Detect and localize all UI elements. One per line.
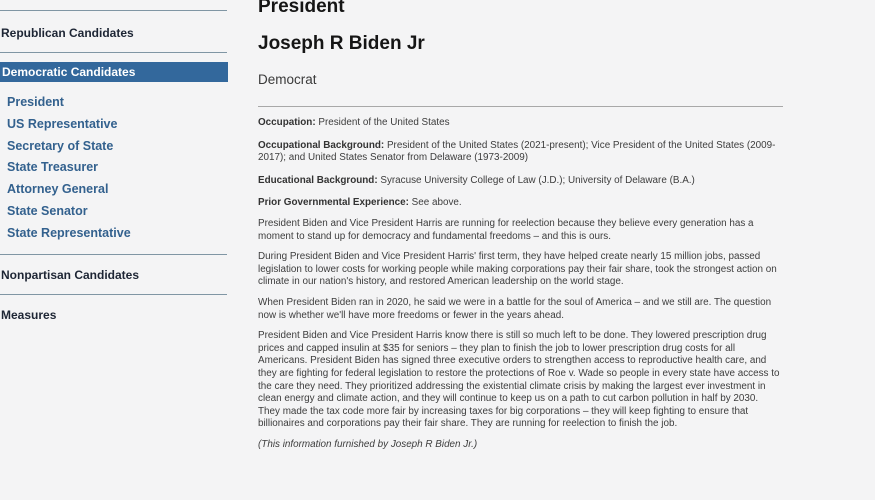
- statement-paragraph: President Biden and Vice President Harris are running for reelection because they believe every generation has a moment to stand up for democracy and fundamental freedoms – and this is ours.: [258, 217, 754, 242]
- sidebar-item-state-treasurer[interactable]: State Treasurer: [7, 160, 99, 175]
- statement-paragraph: President Biden and Vice President Harris know there is still so much left to be done. They lowered prescription drug prices and capped insulin at $35 for seniors – they plan to finish the job to lower prescription drug costs for all Americans. President Biden has signed three executive orders to strengthen access to reproductive health care, and they are fighting for federal legislation to restore the protections of Roe v. Wade so people in every state have access to the care they need. They prioritized addressing the existential climate crisis by making the largest ever investment in clean energy and climate action, and they will continue to keep us on a path to cut carbon pollution in half by 2030. They made the tax code more fair by increasing taxes for big corporations – they will keep fighting to ensure that billionaires and corporations pay their fair share. They are running for reelection to finish the job.: [258, 330, 780, 430]
- office-title: President: [258, 0, 345, 17]
- democratic-office-list: [0, 92, 228, 245]
- content-divider: [258, 106, 783, 107]
- statement-paragraph: When President Biden ran in 2020, he said we were in a battle for the soul of America – and we still are. The question now is whether we'll have more freedoms or fewer in the years ahead.: [258, 296, 772, 321]
- sidebar-item-state-representative[interactable]: State Representative: [7, 225, 131, 240]
- detail-value: Syracuse University College of Law (J.D.); University of Delaware (B.A.): [380, 174, 695, 186]
- sidebar-item-us-representative[interactable]: US Representative: [7, 116, 118, 131]
- candidate-name: Joseph R Biden Jr: [258, 33, 425, 54]
- detail-label: Prior Governmental Experience:: [258, 197, 409, 209]
- detail-value: President of the United States (2021-present); Vice President of the United States (2009-2017); and United States Senator from Delaware (1973-2009): [258, 139, 776, 164]
- candidate-statement: [258, 218, 783, 431]
- detail-label: Occupation:: [258, 117, 316, 128]
- sidebar-item-measures[interactable]: Measures: [1, 307, 57, 322]
- sidebar-item-republican-candidates[interactable]: Republican Candidates: [1, 26, 134, 40]
- detail-value: See above.: [411, 197, 462, 209]
- detail-occupation: [258, 117, 780, 130]
- furnished-note: (This information furnished by Joseph R Biden Jr.): [258, 438, 478, 450]
- sidebar-item-attorney-general[interactable]: Attorney General: [7, 182, 109, 197]
- sidebar-item-secretary-of-state[interactable]: Secretary of State: [7, 138, 114, 153]
- detail-prior-governmental-experience: [258, 197, 780, 210]
- detail-occupational-background: [258, 140, 780, 165]
- candidate-detail-panel: [258, 0, 783, 451]
- detail-label: Educational Background:: [258, 174, 378, 186]
- detail-value: President of the United States: [318, 117, 450, 128]
- sidebar-item-democratic-candidates-active[interactable]: Democratic Candidates: [0, 62, 228, 82]
- detail-label: Occupational Background:: [258, 139, 385, 151]
- sidebar-item-state-senator[interactable]: State Senator: [7, 203, 88, 218]
- sidebar-item-president[interactable]: President: [7, 95, 64, 109]
- party-label: Democrat: [258, 72, 317, 87]
- statement-paragraph: During President Biden and Vice President Harris' first term, they have helped create nearly 15 million jobs, passed legislation to lower costs for working people while making corporations pay their fair share, took the strongest action on climate in our nation's history, and restored American leadership on the world stage.: [258, 251, 777, 288]
- candidate-details: [258, 117, 783, 210]
- sidebar-divider: [0, 52, 227, 53]
- sidebar-item-nonpartisan-candidates[interactable]: Nonpartisan Candidates: [1, 267, 140, 282]
- candidate-nav-sidebar: [0, 0, 228, 334]
- detail-educational-background: [258, 175, 780, 188]
